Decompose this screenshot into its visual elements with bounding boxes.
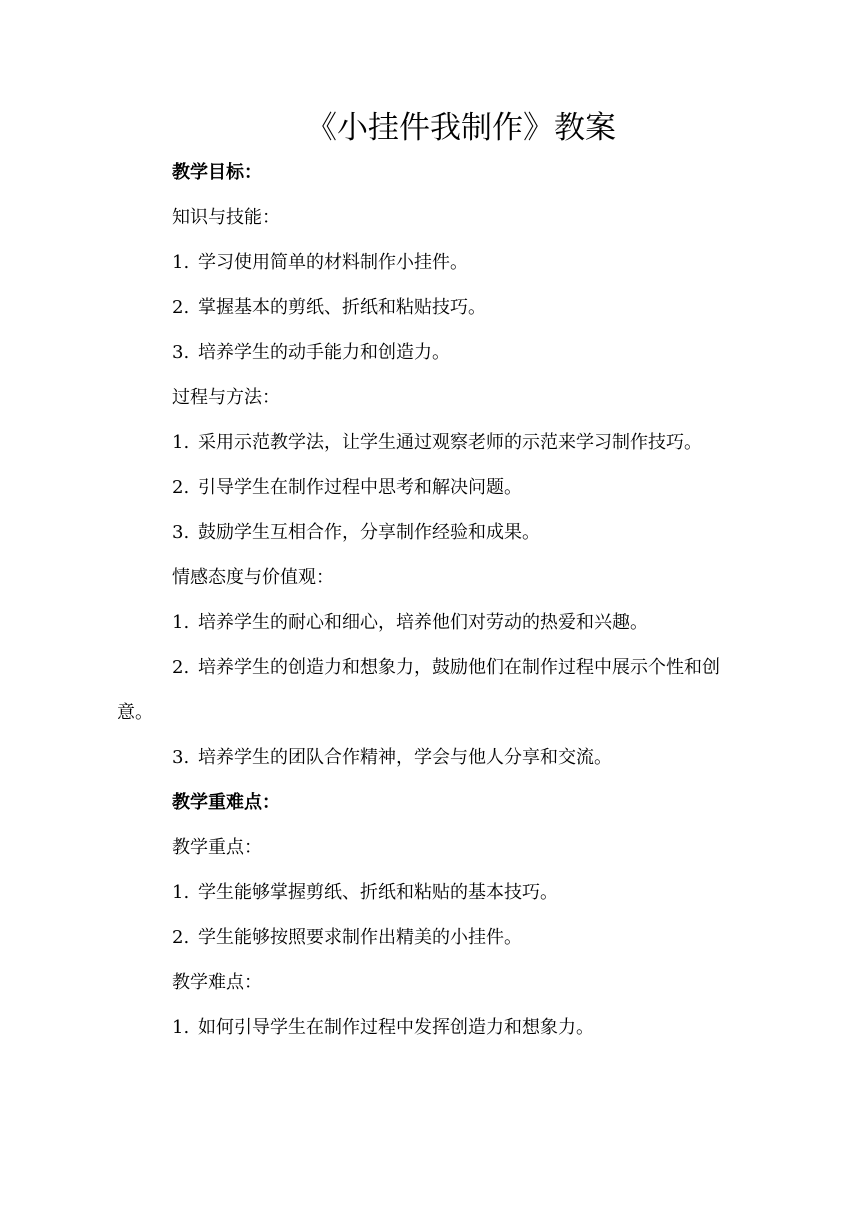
list-text: 鼓励学生互相合作，分享制作经验和成果。 xyxy=(198,522,540,543)
list-number: 1. xyxy=(172,1017,190,1038)
list-number: 3. xyxy=(172,747,190,768)
list-number: 2. xyxy=(172,297,190,318)
list-text: 掌握基本的剪纸、折纸和粘贴技巧。 xyxy=(198,297,486,318)
list-number: 1. xyxy=(172,252,190,273)
list-item xyxy=(117,870,735,915)
list-item xyxy=(117,240,735,285)
section-heading-key-difficult-points: 教学重难点： xyxy=(172,792,280,813)
list-text: 采用示范教学法，让学生通过观察老师的示范来学习制作技巧。 xyxy=(198,432,702,453)
list-text: 培养学生的动手能力和创造力。 xyxy=(198,342,450,363)
list-item xyxy=(117,465,735,510)
list-item xyxy=(117,645,735,735)
subheading-knowledge-skills: 知识与技能： xyxy=(172,207,280,228)
list-number: 3. xyxy=(172,522,190,543)
subheading-key-points: 教学重点： xyxy=(172,837,262,858)
list-item xyxy=(117,510,735,555)
subheading-process-methods: 过程与方法： xyxy=(172,387,280,408)
list-number: 2. xyxy=(172,657,190,678)
list-number: 1. xyxy=(172,612,190,633)
list-item xyxy=(117,915,735,960)
list-text: 培养学生的耐心和细心，培养他们对劳动的热爱和兴趣。 xyxy=(198,612,648,633)
list-text: 培养学生的创造力和想象力，鼓励他们在制作过程中展示个性和创意。 xyxy=(117,657,720,723)
subheading-difficult-points: 教学难点： xyxy=(172,972,262,993)
list-text: 学生能够掌握剪纸、折纸和粘贴的基本技巧。 xyxy=(198,882,558,903)
list-item xyxy=(117,420,735,465)
list-number: 3. xyxy=(172,342,190,363)
list-text: 引导学生在制作过程中思考和解决问题。 xyxy=(198,477,522,498)
list-item xyxy=(117,1005,735,1050)
list-text: 学生能够按照要求制作出精美的小挂件。 xyxy=(198,927,522,948)
list-item xyxy=(117,600,735,645)
list-number: 2. xyxy=(172,477,190,498)
list-text: 学习使用简单的材料制作小挂件。 xyxy=(198,252,468,273)
list-text: 如何引导学生在制作过程中发挥创造力和想象力。 xyxy=(198,1017,594,1038)
subheading-attitudes-values: 情感态度与价值观： xyxy=(172,567,334,588)
list-item xyxy=(117,285,735,330)
list-number: 1. xyxy=(172,432,190,453)
section-heading-objectives: 教学目标： xyxy=(172,162,262,183)
document-body xyxy=(117,150,735,1050)
list-text: 培养学生的团队合作精神，学会与他人分享和交流。 xyxy=(198,747,612,768)
list-number: 2. xyxy=(172,927,190,948)
list-number: 1. xyxy=(172,882,190,903)
document-title: 《小挂件我制作》教案 xyxy=(306,110,616,146)
list-item xyxy=(117,330,735,375)
list-item xyxy=(117,735,735,780)
